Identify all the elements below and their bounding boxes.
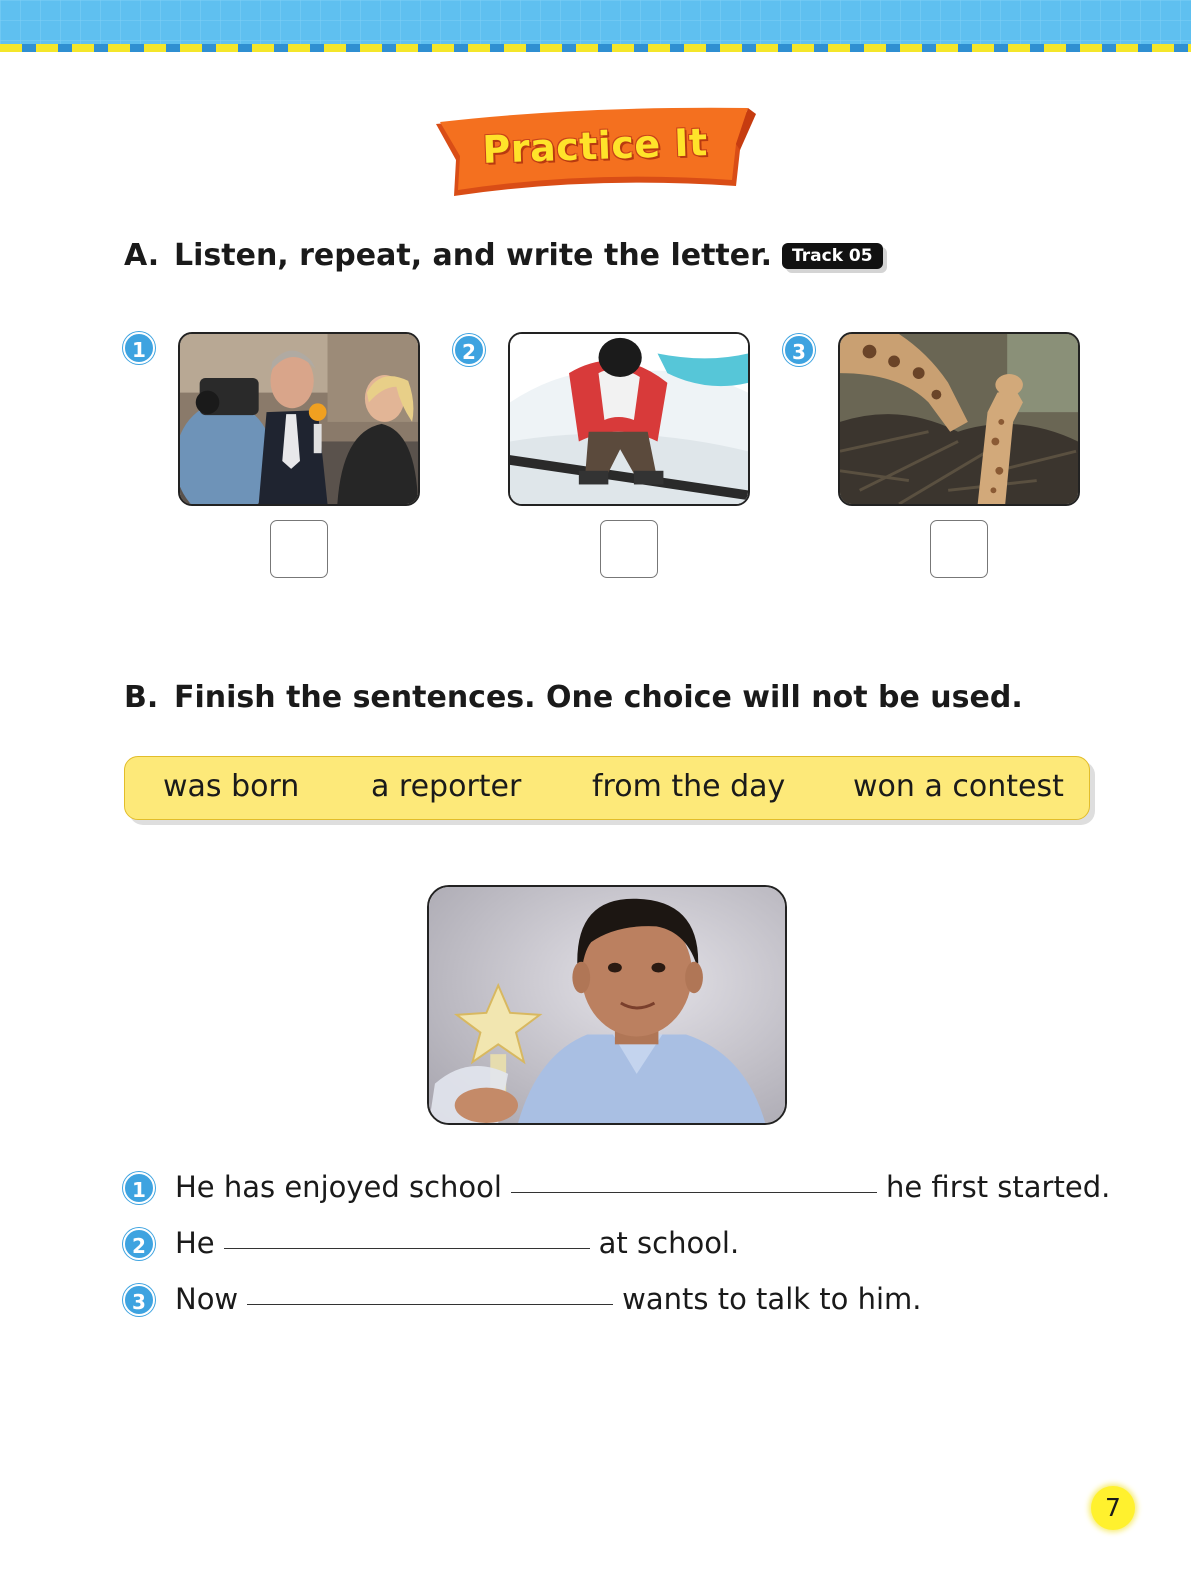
audio-track-badge[interactable]: Track 05 (782, 243, 883, 269)
sentence-number-2: 2 (123, 1228, 155, 1260)
answer-box-2[interactable] (600, 520, 658, 578)
reporter-interview-photo (178, 332, 420, 506)
practice-it-banner (430, 104, 760, 204)
answer-box-1[interactable] (270, 520, 328, 578)
section-a-letter: A. (124, 238, 160, 273)
section-a-heading (124, 238, 883, 273)
word-choice: was born (163, 769, 300, 804)
section-b-heading (124, 680, 1023, 715)
sentence-1-blank[interactable] (511, 1192, 877, 1193)
sentence-1-before: He has enjoyed school (175, 1170, 502, 1204)
sentence-3-before: Now (175, 1282, 239, 1316)
sentence-1 (175, 1170, 1110, 1204)
sentence-2-after: at school. (598, 1226, 740, 1260)
sentence-2-before: He (175, 1226, 215, 1260)
snowboarder-photo (508, 332, 750, 506)
item-number-2: 2 (453, 334, 485, 366)
item-number-1: 1 (123, 332, 155, 364)
item-number-3: 3 (783, 334, 815, 366)
boy-with-trophy-photo (427, 885, 787, 1125)
section-a-instruction: Listen, repeat, and write the letter. (174, 238, 773, 273)
sentence-2-blank[interactable] (224, 1248, 590, 1249)
sentence-3-after: wants to talk to him. (622, 1282, 922, 1316)
word-choice: from the day (592, 769, 786, 804)
section-b-letter: B. (124, 680, 159, 715)
banner-title: Practice It (481, 120, 709, 172)
sentence-3 (175, 1282, 922, 1316)
word-choice: a reporter (371, 769, 522, 804)
section-b-instruction: Finish the sentences. One choice will not be used. (174, 680, 1023, 715)
answer-box-3[interactable] (930, 520, 988, 578)
word-choice: won a contest (853, 769, 1064, 804)
sentence-3-blank[interactable] (247, 1304, 613, 1305)
page-number: 7 (1091, 1486, 1135, 1530)
sentence-2 (175, 1226, 739, 1260)
sentence-1-after: he first started. (885, 1170, 1111, 1204)
sentence-number-3: 3 (123, 1284, 155, 1316)
top-decorative-band (0, 0, 1191, 56)
giraffes-photo (838, 332, 1080, 506)
sentence-number-1: 1 (123, 1172, 155, 1204)
word-bank (124, 756, 1090, 820)
